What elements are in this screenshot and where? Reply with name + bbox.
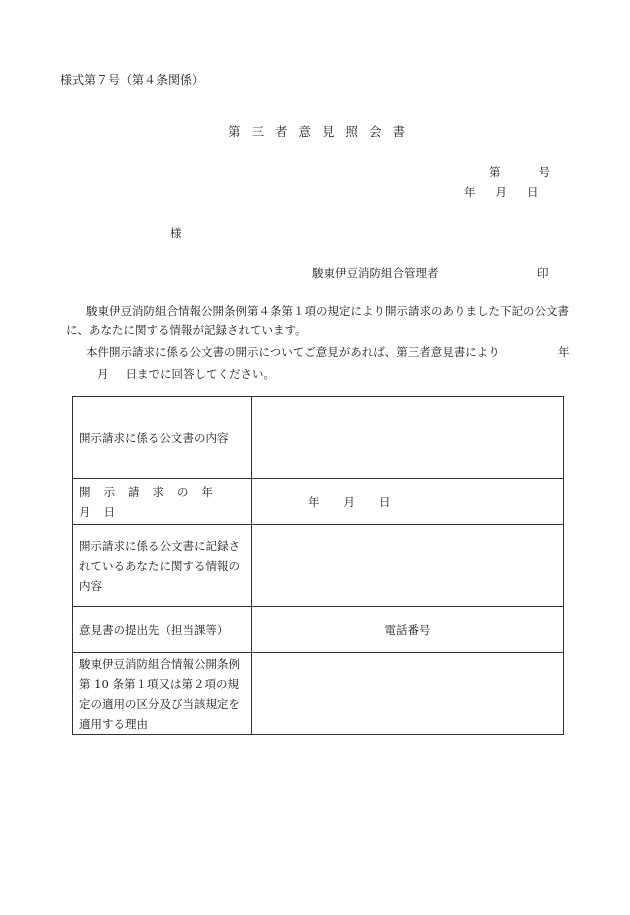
table-row	[73, 607, 564, 653]
table-value-phone-number: 電話番号	[252, 607, 564, 653]
request-date-month: 月	[343, 494, 355, 509]
body-paragraph-2-year: 年	[558, 345, 570, 359]
table-row	[73, 397, 564, 479]
body-paragraph-2-line-2	[97, 366, 275, 382]
table-value-applicable-provision	[252, 653, 564, 735]
sender-name: 駿東伊豆消防組合管理者	[312, 266, 439, 280]
table-row	[73, 525, 564, 607]
issue-date-month: 月	[495, 185, 507, 199]
document-title: 第三者意見照会書	[228, 124, 417, 139]
reference-number-suffix: 号	[538, 165, 550, 179]
table-value-request-date	[252, 479, 564, 525]
body-paragraph-1: 駿東伊豆消防組合情報公開条例第４条第１項の規定により開示請求のありました下記の公文書に、あなたに関する情報が記録されています。	[66, 304, 569, 337]
body-paragraph-2-day: 日までに回答してください。	[125, 367, 275, 381]
table-value-document-content	[252, 397, 564, 479]
table-label-request-date: 開示請求の年月日	[73, 479, 252, 525]
table-value-recorded-info	[252, 525, 564, 607]
table-row	[73, 479, 564, 525]
request-date-year: 年	[308, 494, 320, 509]
seal-mark: 印	[537, 266, 549, 280]
form-number: 様式第７号（第４条関係）	[60, 73, 205, 87]
body-paragraph-2-line-1: 本件開示請求に係る公文書の開示についてご意見があれば、第三者意見書により	[86, 345, 500, 359]
table-row	[73, 653, 564, 735]
issue-date-year: 年	[464, 185, 476, 199]
issue-date	[464, 184, 539, 200]
table-label-document-content: 開示請求に係る公文書の内容	[73, 397, 252, 479]
body-paragraph-2-month: 月	[97, 367, 109, 381]
request-date-day: 日	[379, 494, 391, 509]
info-table	[72, 396, 564, 735]
table-label-applicable-provision: 駿東伊豆消防組合情報公開条例第 10 条第１項又は第２項の規定の適用の区分及び当該規定を適用する理由	[73, 653, 252, 735]
reference-number-prefix: 第	[489, 165, 501, 179]
table-label-submission-destination: 意見書の提出先（担当課等）	[73, 607, 252, 653]
table-label-recorded-info: 開示請求に係る公文書に記録されているあなたに関する情報の内容	[73, 525, 252, 607]
reference-number	[489, 164, 550, 180]
issue-date-day: 日	[527, 185, 539, 199]
addressee-honorific: 様	[170, 226, 182, 240]
